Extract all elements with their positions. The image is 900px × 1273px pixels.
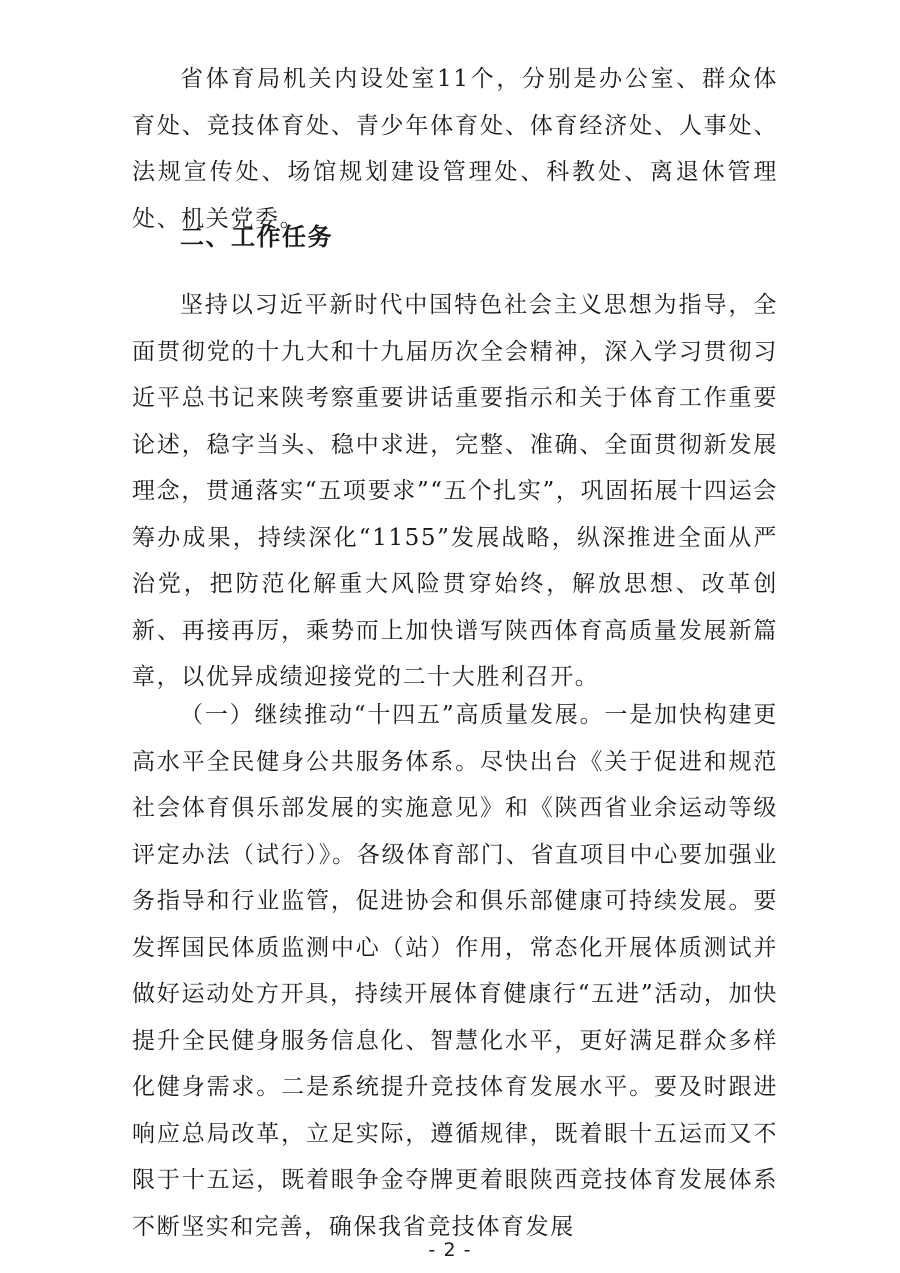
- section-heading-work-tasks: 二、工作任务: [180, 223, 333, 251]
- paragraph-guiding-principles: [132, 282, 778, 701]
- paragraph-text: 省体育局机关内设处室11个，分别是办公室、群众体育处、竞技体育处、青少年体育处、体育经济处、人事处、法规宣传处、场馆规划建设管理处、科教处、离退休管理处、机关党委。: [132, 66, 778, 232]
- paragraph-text: （一）继续推动“十四五”高质量发展。一是加快构建更高水平全民健身公共服务体系。尽快出台《关于促进和规范社会体育俱乐部发展的实施意见》和《陕西省业余运动等级评定办法（试行）》。各级体育部门、省直项目中心要加强业务指导和行业监管，促进协会和俱乐部健康可持续发展。要发挥国民体质监测中心（站）作用，常态化开展体质测试并做好运动处方开具，持续开展体育健康行“五进”活动，加快提升全民健身服务信息化、智慧化水平，更好满足群众多样化健身需求。二是系统提升竞技体育发展水平。要及时跟进响应总局改革，立足实际，遵循规律，既着眼十五运而又不限于十五运，既着眼争金夺牌更着眼陕西竞技体育发展体系不断坚实和完善，确保我省竞技体育发展: [132, 702, 778, 1240]
- paragraph-text: 坚持以习近平新时代中国特色社会主义思想为指导，全面贯彻党的十九大和十九届历次全会精神，深入学习贯彻习近平总书记来陕考察重要讲话重要指示和关于体育工作重要论述，稳字当头、稳中求进，完整、准确、全面贯彻新发展理念，贯通落实“五项要求”“五个扎实”，巩固拓展十四运会筹办成果，持续深化“1155”发展战略，纵深推进全面从严治党，把防范化解重大风险贯穿始终，解放思想、改革创新、再接再厉，乘势而上加快谱写陕西体育高质量发展新篇章，以优异成绩迎接党的二十大胜利召开。: [132, 292, 778, 690]
- page-number: - 2 -: [428, 1239, 472, 1261]
- paragraph-high-quality-development: [132, 692, 778, 1250]
